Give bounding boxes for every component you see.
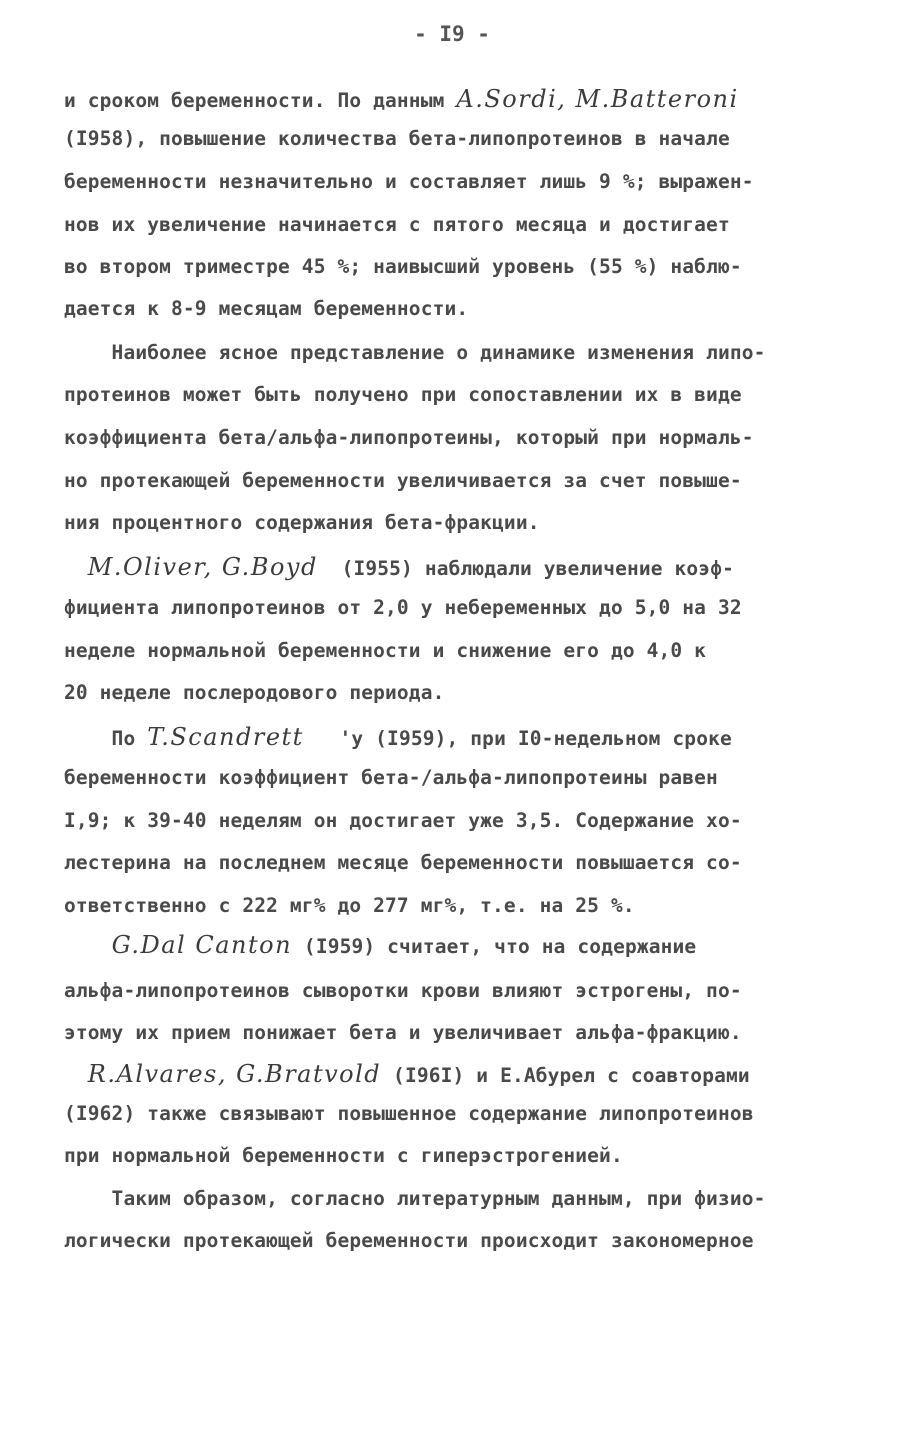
- line-text: этому их прием понижает бета и увеличивает альфа-фракцию.: [64, 1021, 742, 1044]
- text-line: [64, 127, 730, 150]
- page-number: - I9 -: [414, 22, 490, 46]
- text-line: [64, 383, 742, 406]
- text-line: [64, 809, 742, 832]
- line-text-continued: (I955) наблюдали увеличение коэф-: [317, 557, 734, 580]
- line-text-continued: (I959) считает, что на содержание: [292, 935, 697, 958]
- line-text: протеинов может быть получено при сопоставлении их в виде: [64, 383, 742, 406]
- line-text: нов их увеличение начинается с пятого месяца и достигает: [64, 213, 730, 236]
- text-line: [64, 681, 444, 704]
- handwritten-author-names: R.Alvares, G.Bratvold: [87, 1060, 382, 1088]
- line-text: неделе нормальной беременности и снижение его до 4,0 к: [64, 639, 707, 662]
- text-line: [64, 553, 734, 581]
- line-text: [64, 1064, 88, 1087]
- text-line: [64, 1060, 750, 1088]
- line-text: ответственно с 222 мг% до 277 мг%, т.е. на 25 %.: [64, 894, 635, 917]
- handwritten-author-names: T.Scandrett: [147, 723, 304, 751]
- text-line: [64, 255, 742, 278]
- line-text-continued: 'у (I959), при I0-недельном сроке: [303, 727, 732, 750]
- text-line: [64, 1102, 754, 1125]
- text-line: [64, 511, 540, 534]
- line-text: [64, 557, 88, 580]
- handwritten-author-names: M.Oliver, G.Boyd: [87, 553, 318, 581]
- line-text: [64, 935, 112, 958]
- line-text: и сроком беременности. По данным: [64, 89, 457, 112]
- text-line: [64, 851, 742, 874]
- text-line: [64, 469, 742, 492]
- line-text: (I962) также связывают повышенное содержание липопротеинов: [64, 1102, 754, 1125]
- text-line: [64, 596, 742, 619]
- line-text: логически протекающей беременности происходит закономерное: [64, 1229, 754, 1252]
- line-text: ния процентного содержания бета-фракции.: [64, 511, 540, 534]
- line-text: фициента липопротеинов от 2,0 у небеременных до 5,0 на 32: [64, 596, 742, 619]
- text-line: [64, 426, 754, 449]
- text-line: [64, 170, 754, 193]
- text-line: [64, 723, 732, 751]
- line-text: I,9; к 39-40 неделям он достигает уже 3,5. Содержание хо-: [64, 809, 742, 832]
- handwritten-author-names: A.Sordi, M.Batteroni: [456, 85, 739, 113]
- text-line: [64, 894, 635, 917]
- text-line: [64, 1187, 766, 1210]
- line-text: 20 неделе послеродового периода.: [64, 681, 445, 704]
- text-line: [64, 979, 742, 1002]
- line-text: но протекающей беременности увеличивается за счет повыше-: [64, 469, 742, 492]
- text-line: [64, 213, 730, 236]
- line-text: дается к 8-9 месяцам беременности.: [64, 297, 469, 320]
- line-text: Таким образом, согласно литературным данным, при физио-: [64, 1187, 766, 1210]
- line-text: (I958), повышение количества бета-липопротеинов в начале: [64, 127, 730, 150]
- line-text: Наиболее ясное представление о динамике изменения липо-: [64, 341, 766, 364]
- text-line: [64, 766, 718, 789]
- line-text: лестерина на последнем месяце беременности повышается со-: [64, 851, 742, 874]
- text-line: [64, 341, 766, 364]
- text-line: [64, 931, 696, 959]
- line-text: во втором триместре 45 %; наивысший уровень (55 %) наблю-: [64, 255, 742, 278]
- line-text-continued: (I96I) и Е.Абурел с соавторами: [381, 1064, 750, 1087]
- line-text: По: [64, 727, 148, 750]
- text-line: [64, 1144, 623, 1167]
- line-text: при нормальной беременности с гиперэстрогенией.: [64, 1144, 623, 1167]
- line-text: альфа-липопротеинов сыворотки крови влияют эстрогены, по-: [64, 979, 742, 1002]
- text-line: [64, 639, 706, 662]
- text-line: [64, 1021, 742, 1044]
- text-line: [64, 85, 739, 113]
- handwritten-author-names: G.Dal Canton: [111, 931, 293, 959]
- line-text: беременности незначительно и составляет лишь 9 %; выражен-: [64, 170, 754, 193]
- line-text: беременности коэффициент бета-/альфа-липопротеины равен: [64, 766, 718, 789]
- text-line: [64, 1229, 754, 1252]
- text-line: [64, 297, 468, 320]
- line-text: коэффициента бета/альфа-липопротеины, который при нормаль-: [64, 426, 754, 449]
